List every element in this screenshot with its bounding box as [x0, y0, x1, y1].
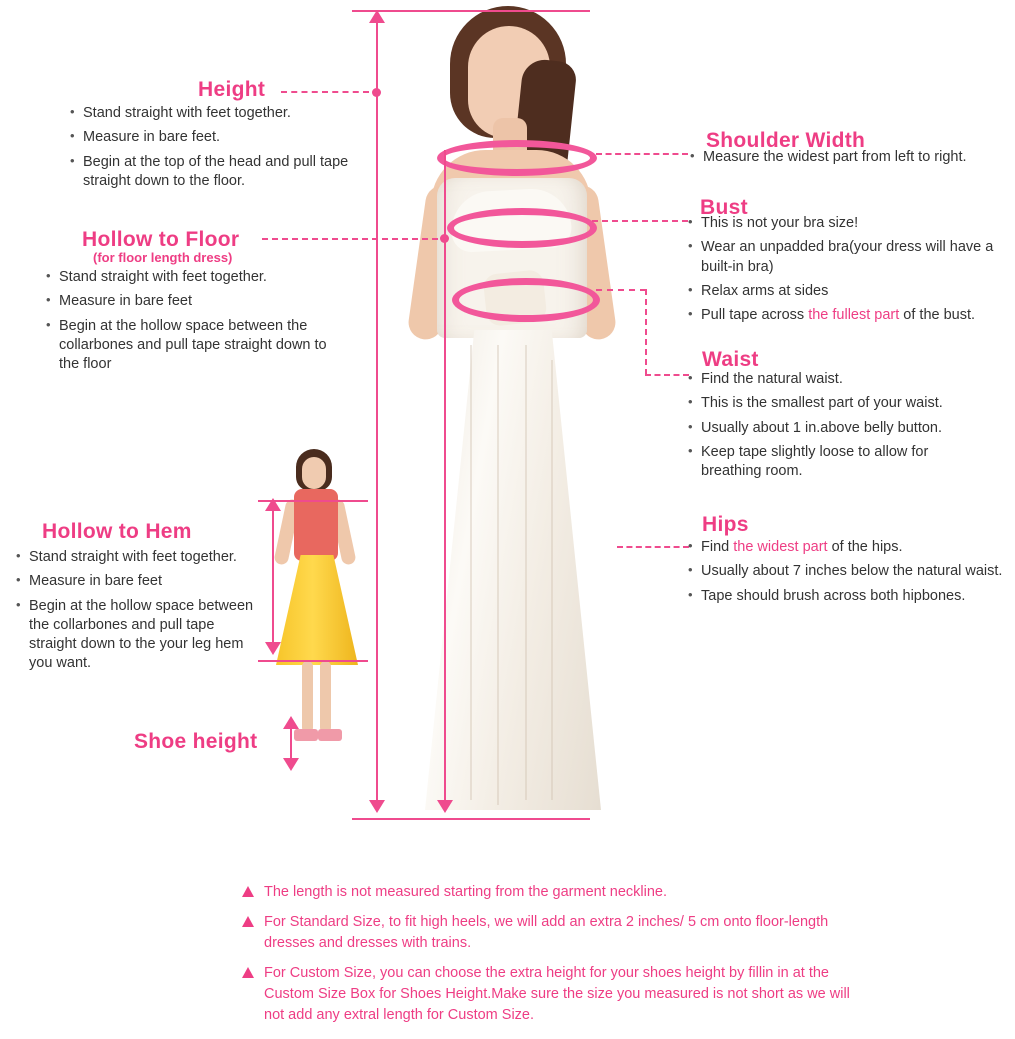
mini-face-shape: [302, 457, 326, 489]
height-bottom-bar: [352, 818, 590, 820]
list-item: • Begin at the top of the head and pull tape straight down to the floor.: [68, 153, 354, 192]
skirt-fold-2: [497, 345, 499, 805]
list-item: • Measure the widest part from left to right.: [688, 148, 1008, 167]
hollow-to-hem-heading: Hollow to Hem: [42, 520, 192, 543]
list-item: • Find the natural waist.: [686, 370, 992, 389]
mini-right-shoe-shape: [318, 729, 342, 741]
height-heading: Height: [198, 78, 266, 101]
footer-note-1: [242, 882, 862, 903]
waist-band: [452, 278, 600, 322]
height-top-bar: [352, 10, 590, 12]
hollow-to-floor-heading: Hollow to Floor: [82, 228, 240, 251]
hollow-to-floor-dot: [440, 234, 449, 243]
footer-note-3-text: For Custom Size, you can choose the extra height for your shoes height by fillin in at the Custom Size Box for Shoes Height.Make sure the size you measured is not short as we will not add any extral length for Custom Size.: [264, 965, 850, 1024]
footer-note-3: [242, 963, 862, 1026]
mini-skirt-shape: [276, 555, 358, 665]
hips-find-pre: Find: [701, 539, 734, 555]
list-item: • Measure in bare feet.: [68, 128, 354, 147]
hollow-to-floor-callout-line: [262, 238, 438, 240]
bust-pull-post: of the bust.: [899, 307, 976, 324]
hollow-to-floor-arrow: [437, 800, 453, 813]
hem-arrow-down: [265, 642, 281, 655]
list-item: • Measure in bare feet: [44, 292, 334, 311]
dress-skirt-shape: [425, 330, 601, 810]
shoe-height-arrow-down: [283, 758, 299, 771]
list-item-hips-widest: [686, 538, 1004, 557]
warning-triangle-icon: [242, 886, 254, 897]
mini-left-shoe-shape: [294, 729, 318, 741]
height-callout-line: [281, 91, 369, 93]
bust-fullest-part-emphasis: the fullest part: [808, 307, 900, 324]
list-item: • Wear an unpadded bra(your dress will have a built-in bra): [686, 238, 1012, 277]
list-item: • Tape should brush across both hipbones.: [686, 587, 1004, 606]
list-item: • Measure in bare feet: [14, 572, 258, 591]
mini-left-leg-shape: [302, 661, 313, 733]
waist-callout-line-b: [645, 289, 647, 375]
bust-pull-pre: Pull tape across: [701, 307, 809, 324]
height-callout-dot: [372, 88, 381, 97]
mini-right-leg-shape: [320, 661, 331, 733]
height-list: [68, 104, 354, 196]
skirt-fold-4: [551, 360, 553, 800]
list-item: • Keep tape slightly loose to allow for breathing room.: [686, 443, 992, 482]
hem-arrow-up: [265, 498, 281, 511]
height-arrow-down: [369, 800, 385, 813]
list-item: • Begin at the hollow space between the collarbones and pull tape straight down to the floor: [44, 317, 334, 375]
waist-callout-line-a: [596, 289, 646, 291]
hollow-to-floor-list: [44, 268, 334, 379]
list-item: • Relax arms at sides: [686, 282, 1012, 301]
shoulder-width-list: [688, 148, 1008, 172]
shoulder-callout-line: [596, 153, 688, 155]
hips-list: [686, 538, 1004, 611]
list-item: • Usually about 7 inches below the natural waist.: [686, 562, 1004, 581]
list-item: • This is the smallest part of your waist.: [686, 394, 992, 413]
list-item: • Stand straight with feet together.: [44, 268, 334, 287]
bust-list: [686, 214, 1012, 330]
footer-note-1-text: The length is not measured starting from the garment neckline.: [264, 884, 667, 900]
height-arrow-up: [369, 10, 385, 23]
hem-vertical-line: [272, 508, 274, 648]
waist-callout-line-c: [645, 374, 689, 376]
list-item: • This is not your bra size!: [686, 214, 1012, 233]
list-item: • Stand straight with feet together.: [14, 548, 258, 567]
warning-triangle-icon: [242, 916, 254, 927]
hollow-to-floor-subheading: (for floor length dress): [93, 250, 233, 265]
hem-bottom-bar: [258, 660, 368, 662]
list-item-bust-fullest: [686, 306, 1012, 325]
shoe-height-arrow-up: [283, 716, 299, 729]
footer-notes: [242, 882, 862, 1035]
footer-note-2: [242, 912, 862, 954]
waist-list: [686, 370, 992, 486]
skirt-fold-3: [525, 345, 527, 800]
footer-note-2-text: For Standard Size, to fit high heels, we will add an extra 2 inches/ 5 cm onto floor-length dresses and dresses with trains.: [264, 914, 829, 952]
hips-heading: Hips: [702, 513, 749, 536]
hollow-to-hem-list: [14, 548, 258, 679]
hips-callout-line: [617, 546, 689, 548]
height-vertical-line: [376, 22, 378, 806]
shoulder-width-heading: Shoulder Width: [706, 129, 866, 152]
list-item: • Usually about 1 in.above belly button.: [686, 419, 992, 438]
list-item: • Begin at the hollow space between the collarbones and pull tape straight down to the your leg hem you want.: [14, 597, 258, 674]
shoe-height-heading: Shoe height: [134, 730, 258, 753]
bust-callout-line: [592, 220, 688, 222]
bride-illustration: [365, 0, 665, 830]
hips-find-post: of the hips.: [827, 539, 903, 555]
hips-widest-part-emphasis: the widest part: [733, 539, 828, 555]
warning-triangle-icon: [242, 967, 254, 978]
bust-heading: Bust: [700, 196, 748, 219]
list-item: • Stand straight with feet together.: [68, 104, 354, 123]
waist-heading: Waist: [702, 348, 759, 371]
skirt-fold-1: [470, 345, 472, 800]
bust-band: [447, 208, 597, 248]
hollow-to-floor-line: [444, 150, 446, 808]
shoulder-band: [437, 140, 597, 176]
